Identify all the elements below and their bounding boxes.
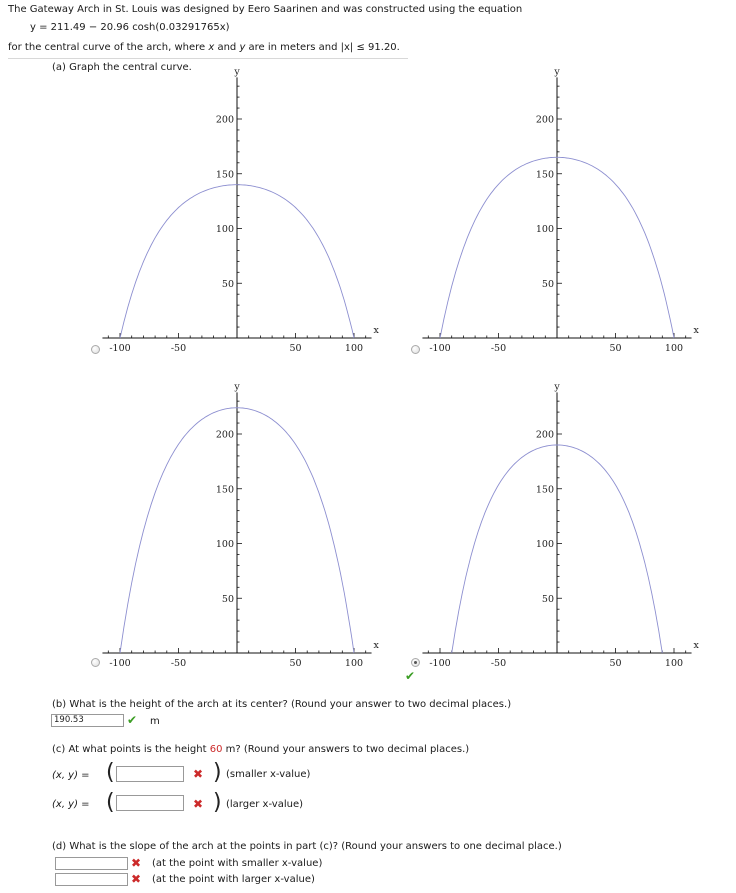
part-b-unit: m [150,716,160,727]
part-c-height-value: 60 [209,744,223,755]
y-tick-label: 200 [535,114,554,126]
part-c-question-suffix: m? (Round your answers to two decimal places.) [222,744,470,755]
intro2-suffix: are in meters and |x| ≤ 91.20. [245,42,400,53]
x-tick-label: 100 [344,343,364,354]
paren-open-2: ( [106,790,115,815]
part-d-smaller-input[interactable] [55,857,128,870]
x-tick-label: 100 [344,658,364,669]
y-tick-label: 50 [221,593,234,605]
part-d-smaller-note: (at the point with smaller x-value) [152,858,323,869]
y-tick-label: 50 [221,278,234,290]
part-d-smaller-incorrect-icon: ✖ [131,856,142,870]
x-tick-label: -50 [490,658,507,669]
graph-1-radio[interactable] [91,345,100,354]
y-tick-label: 100 [535,224,554,235]
x-tick-label: 50 [609,343,622,354]
x-tick-label: -50 [490,343,507,354]
graph-4-radio[interactable] [411,658,420,667]
part-c-question-prefix: (c) At what points is the height [52,744,210,755]
part-c-question [52,744,469,755]
x-axis-label: x [693,640,699,651]
x-tick-label: -100 [109,658,131,669]
graph-3-radio[interactable] [91,658,100,667]
problem-intro-2 [8,42,400,53]
part-c-larger-input[interactable] [116,795,184,811]
y-axis-label: y [234,66,240,78]
intro2-and: and [214,42,240,53]
x-tick-label: 100 [664,343,684,354]
part-b-question: (b) What is the height of the arch at its center? (Round your answer to two decimal places.) [52,699,512,710]
y-tick-label: 150 [215,484,234,496]
graph-4 [420,381,700,675]
y-axis-label: y [554,66,560,78]
x-tick-label: -100 [429,343,451,354]
y-tick-label: 200 [215,429,234,441]
x-tick-label: 50 [609,658,622,669]
part-d-larger-incorrect-icon: ✖ [131,872,142,886]
y-tick-label: 50 [541,278,554,290]
intro2-y: y [239,42,246,53]
part-a-question: (a) Graph the central curve. [52,62,192,73]
x-tick-label: -100 [109,343,131,354]
y-tick-label: 200 [535,429,554,441]
y-tick-label: 150 [215,169,234,181]
problem-intro: The Gateway Arch in St. Louis was designed by Eero Saarinen and was constructed using the equation [8,4,523,15]
y-tick-label: 200 [215,114,234,126]
part-b-correct-icon: ✔ [127,713,138,727]
part-c-point-label-2: (x, y) = [52,799,90,810]
x-tick-label: 50 [289,343,302,354]
intro2-x: x [208,42,215,53]
paren-close-2: ) [213,790,222,815]
graph-2 [420,66,700,360]
x-tick-label: 100 [664,658,684,669]
part-c-point-label-1: (x, y) = [52,770,90,781]
x-axis-label: x [373,325,379,336]
y-tick-label: 50 [541,593,554,605]
y-axis-label: y [554,381,560,393]
part-b-answer-input[interactable]: 190.53 [51,714,124,727]
intro2-prefix: for the central curve of the arch, where [8,42,209,53]
part-c-smaller-input[interactable] [116,766,184,782]
x-tick-label: -50 [170,343,187,354]
divider [8,58,408,59]
part-d-larger-input[interactable] [55,873,128,886]
paren-close-1: ) [213,760,222,785]
part-c-smaller-incorrect-icon: ✖ [193,767,204,781]
part-a-correct-icon: ✔ [405,669,416,683]
x-axis-label: x [373,640,379,651]
graph-1 [100,66,380,360]
y-tick-label: 100 [215,224,234,235]
y-tick-label: 150 [535,169,554,181]
arch-equation: y = 211.49 − 20.96 cosh(0.03291765x) [30,22,230,33]
part-c-larger-incorrect-icon: ✖ [193,797,204,811]
part-d-larger-note: (at the point with larger x-value) [152,874,315,885]
part-c-larger-note: (larger x-value) [226,799,304,810]
part-d-question: (d) What is the slope of the arch at the points in part (c)? (Round your answers to one decimal place.) [52,841,562,852]
part-c-smaller-note: (smaller x-value) [226,769,311,780]
y-axis-label: y [234,381,240,393]
graph-2-radio[interactable] [411,345,420,354]
paren-open-1: ( [106,760,115,785]
y-tick-label: 100 [215,539,234,550]
x-tick-label: -100 [429,658,451,669]
x-tick-label: -50 [170,658,187,669]
y-tick-label: 100 [535,539,554,550]
graph-3 [100,381,380,675]
y-tick-label: 150 [535,484,554,496]
x-axis-label: x [693,325,699,336]
x-tick-label: 50 [289,658,302,669]
